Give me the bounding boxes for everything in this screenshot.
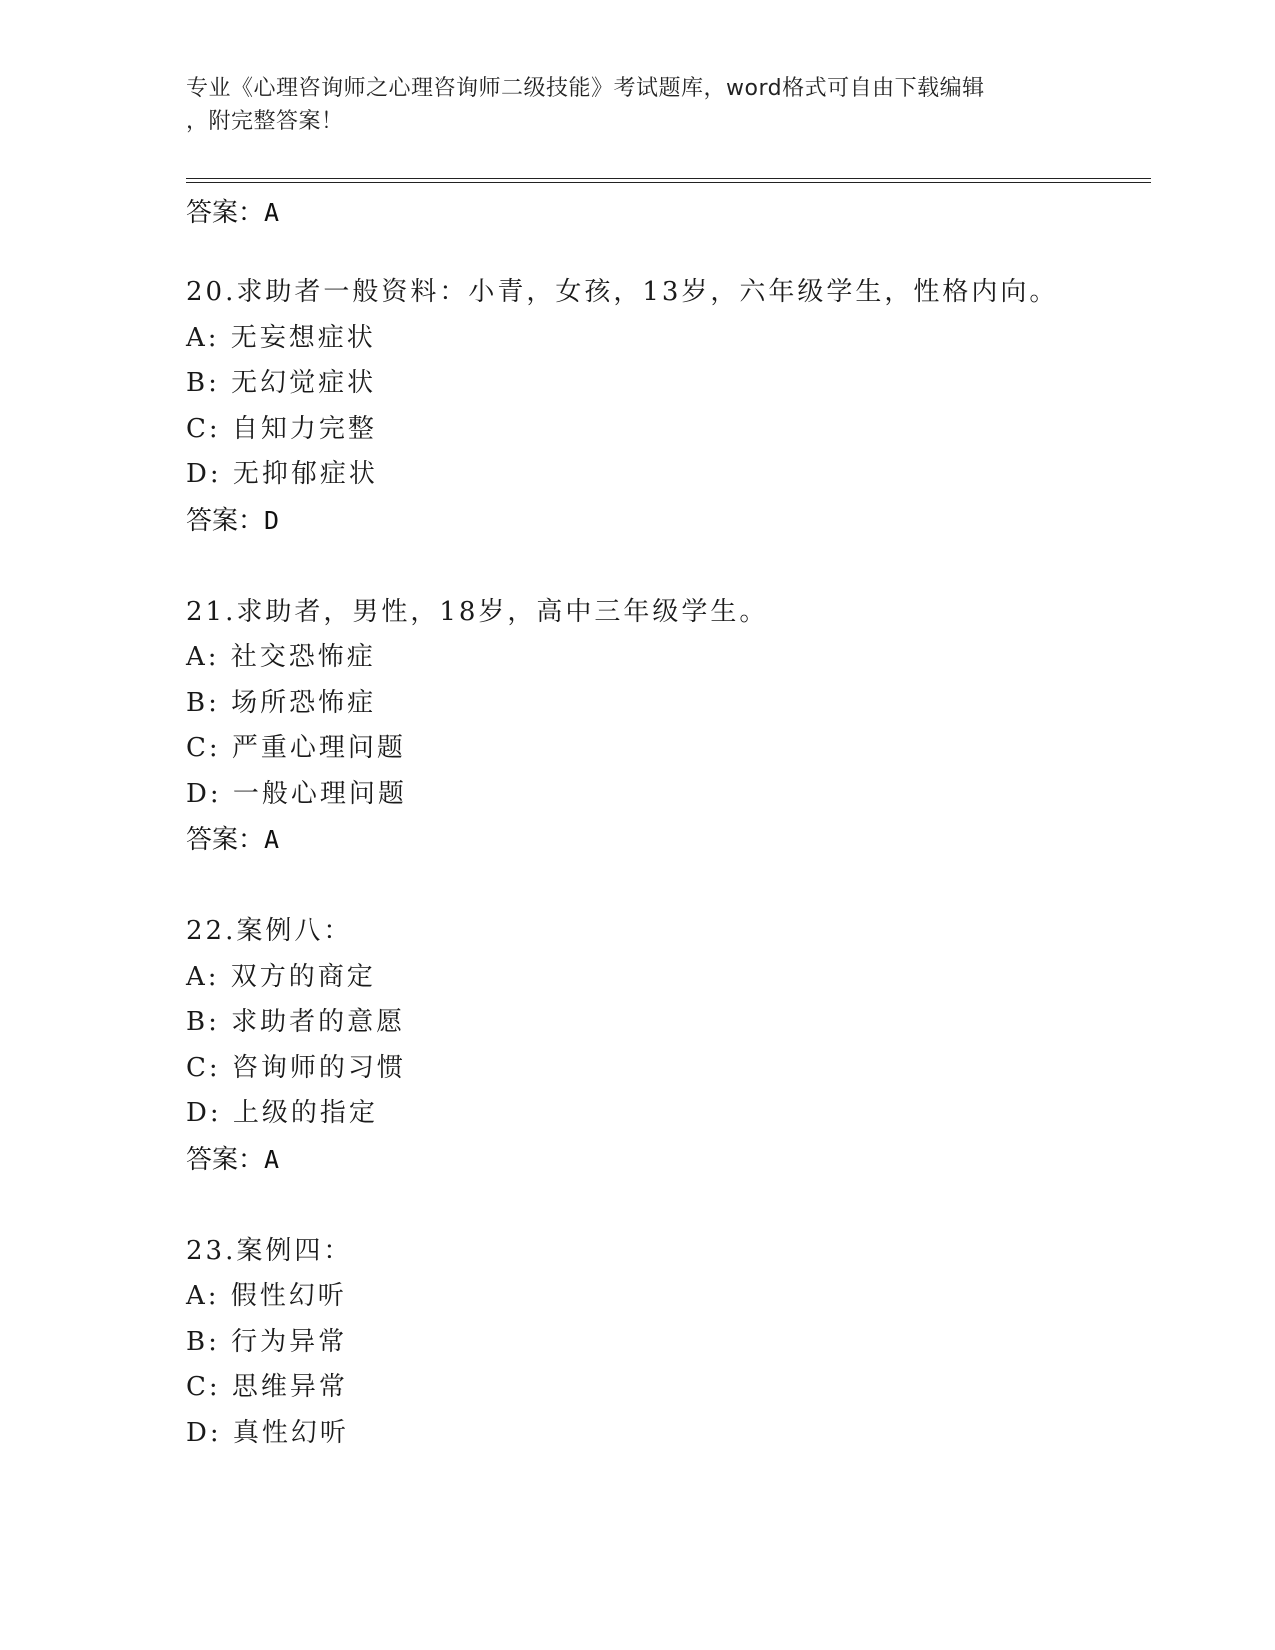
spacer [186,544,1146,590]
answer-line [186,190,1146,236]
answer-value: A [264,1144,280,1174]
question-stem: 23.案例四： [186,1235,353,1266]
header-divider-top [186,178,1151,179]
spacer [186,236,1146,270]
answer-value: D [264,505,280,535]
question-stem: 21.求助者，男性，18岁，高中三年级学生。 [186,596,769,627]
answer-line [186,498,1146,544]
question-20 [186,270,1146,544]
option-b: B: 行为异常 [186,1326,348,1357]
question-stem: 20.求助者一般资料：小青，女孩，13岁，六年级学生，性格内向。 [186,277,1059,307]
question-23 [186,1229,1146,1457]
option-b: B: 场所恐怖症 [186,687,377,718]
option-d: D: 无抑郁症状 [186,459,378,489]
question-22 [186,909,1146,1183]
option-a: A: 假性幻听 [186,1281,347,1311]
option-b: B: 无幻觉症状 [186,368,377,398]
option-c: C: 咨询师的习惯 [186,1052,406,1083]
header-line-1: 专业《心理咨询师之心理咨询师二级技能》考试题库，word格式可自由下载编辑 [186,76,985,101]
option-c: C: 自知力完整 [186,413,377,444]
option-a: A: 无妄想症状 [186,322,376,353]
option-d: D: 上级的指定 [186,1098,378,1128]
answer-value: A [264,825,280,854]
header-divider-bottom [186,182,1151,183]
answer-label: 答案： [186,505,265,536]
spacer [186,1183,1146,1229]
question-stem: 22.案例八： [186,916,353,946]
document-header [186,72,1086,138]
answer-value: A [264,198,280,227]
answer-label: 答案： [186,825,265,855]
option-a: A: 双方的商定 [186,961,376,992]
spacer [186,863,1146,909]
answer-label: 答案： [186,1144,265,1175]
answer-line [186,817,1146,863]
option-c: C: 思维异常 [186,1372,348,1402]
option-a: A: 社交恐怖症 [186,642,376,672]
question-21 [186,590,1146,864]
question-list [186,190,1146,1456]
header-line-2: ，附完整答案！ [186,109,344,134]
answer-label: 答案： [186,198,265,228]
option-d: D: 真性幻听 [186,1417,349,1448]
option-c: C: 严重心理问题 [186,733,406,763]
answer-line [186,1137,1146,1183]
option-d: D: 一般心理问题 [186,778,407,809]
option-b: B: 求助者的意愿 [186,1007,406,1037]
